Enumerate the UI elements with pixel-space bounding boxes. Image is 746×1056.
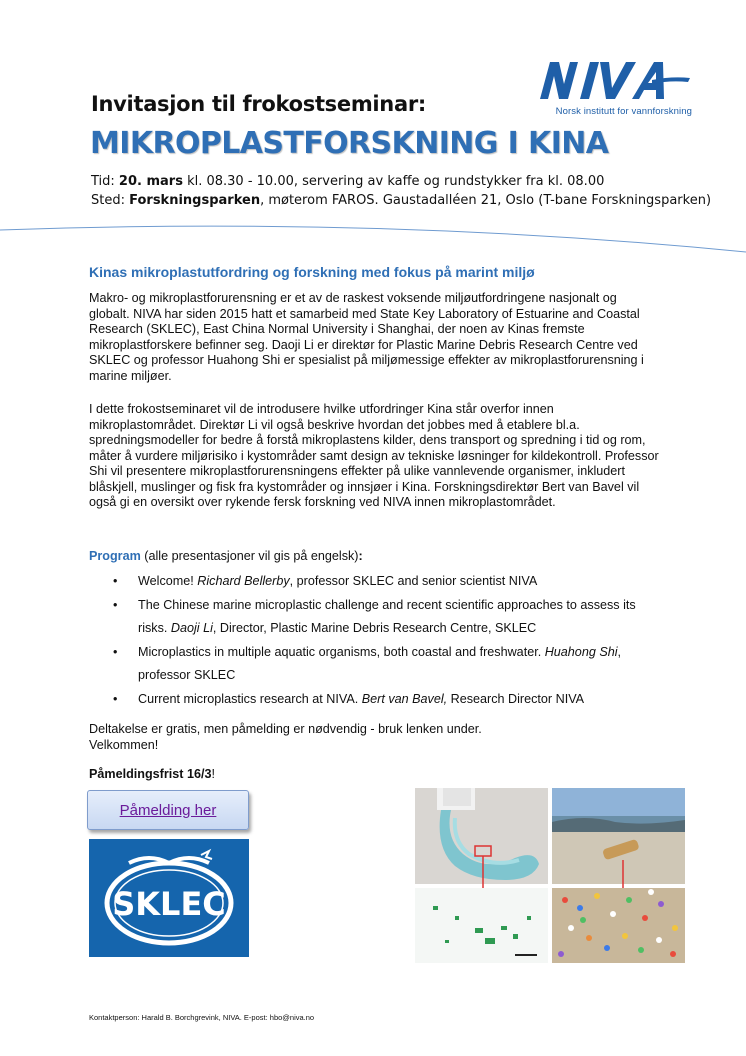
program-heading — [89, 549, 363, 563]
seminar-paragraph: I dette frokostseminaret vil de introdusere hvilke utfordringer Kina står overfor innen mikroplastområdet. Direktør Li vil også beskrive hvordan det jobbes med å etablere bl.a. spredningsmodeller for bedre å forstå mikroplastens kilder, dens transport og spredning i tid og rom, måter å vurdere miljørisiko i kystområder samt design av tekniske løsninger for kildekontroll. Professor Shi vil presentere mikroplastforurensningens effekter på ulike vannlevende organismer, inkludert blåskjell, muslinger og fisk fra kystområder og innsjøer i Kina. Forskningsdirektør Bert van Bavel vil også gi en oversikt over rykende fersk forskning ved NIVA innen mikroplastområdet. — [89, 402, 659, 509]
program-item-text: Current microplastics research at NIVA. — [138, 691, 362, 706]
intro-paragraph: Makro- og mikroplastforurensning er et av de raskest voksende miljøutfordringene nasjonalt og globalt. NIVA har siden 2015 hatt et samarbeid med State Key Laboratory of Estuarine and Coastal Research (SKLEC), East China Normal University i Shanghai, der noen av Kinas fremste mikroplastforskere befinner seg. Daoji Li er direktør for Plastic Marine Debris Research Centre ved SKLEC og professor Huahong Shi er spesialist på miljømessige effekter av mikroplastforurensning i marine miljøer. — [89, 291, 644, 383]
program-list — [105, 570, 665, 711]
invitation-subtitle: Invitasjon til frokostseminar: — [91, 92, 426, 116]
niva-logo-mark — [512, 54, 692, 104]
place-rest: , møterom FAROS. Gaustadalléen 21, Oslo (T-bane Forskningsparken) — [260, 193, 712, 208]
program-item-role: , professor SKLEC and senior scientist NIVA — [289, 574, 538, 588]
photo-collage-image — [415, 788, 685, 963]
deadline — [89, 767, 215, 781]
niva-tagline: Norsk institutt for vannforskning — [555, 106, 692, 117]
microplastic-photo-collage — [415, 788, 685, 963]
time-label: Tid: — [91, 174, 119, 189]
niva-logo — [512, 54, 692, 120]
program-item: • Welcome! Richard Bellerby, professor SKLEC and senior scientist NIVA — [113, 574, 538, 588]
closing-line-2: Velkommen! — [89, 738, 159, 752]
program-item-speaker: Huahong Shi — [544, 644, 618, 659]
program-colon: : — [358, 549, 363, 563]
decorative-curve — [0, 222, 746, 262]
time-line — [91, 174, 604, 189]
program-note: (alle presentasjoner vil gis på engelsk) — [140, 549, 359, 563]
program-item-role: , professor SKLEC — [138, 644, 622, 682]
place-label: Sted: — [91, 193, 130, 208]
program-item: • The Chinese marine microplastic challenge and recent scientific approaches to assess its risks. Daoji Li, Director, Plastic Marine Debris Research Centre, SKLEC — [113, 597, 636, 635]
program-item-text: The Chinese marine microplastic challenge and recent scientific approaches to assess its risks. — [138, 597, 636, 635]
contact-info: Kontaktperson: Harald B. Borchgrevink, NIVA. E-post: hbo@niva.no — [89, 1013, 315, 1022]
deadline-suffix: ! — [211, 767, 215, 781]
place-line — [91, 193, 711, 208]
program-item-text: Microplastics in multiple aquatic organisms, both coastal and freshwater. — [138, 644, 545, 659]
closing-text — [89, 721, 482, 753]
program-label: Program — [89, 549, 141, 563]
time-date: 20. mars — [118, 174, 183, 189]
sklec-logo-text: SKLEC — [112, 885, 226, 923]
place-name: Forskningsparken — [129, 193, 261, 208]
registration-button[interactable]: Påmelding her — [87, 790, 249, 830]
program-item: • Microplastics in multiple aquatic organisms, both coastal and freshwater. Huahong Shi, professor SKLEC — [113, 644, 622, 682]
deadline-text: Påmeldingsfrist 16/3 — [89, 767, 212, 781]
section-heading: Kinas mikroplastutfordring og forskning med fokus på marint miljø — [89, 264, 535, 280]
program-item-speaker: Richard Bellerby — [197, 574, 290, 588]
program-item-role: Research Director NIVA — [447, 691, 585, 706]
sklec-logo-mark — [89, 839, 249, 957]
program-item: • Current microplastics research at NIVA. Bert van Bavel, Research Director NIVA — [113, 691, 585, 706]
program-item-role: , Director, Plastic Marine Debris Research Centre, SKLEC — [212, 621, 537, 635]
time-rest: kl. 08.30 - 10.00, servering av kaffe og rundstykker fra kl. 08.00 — [182, 174, 605, 189]
program-item-text: Welcome! — [138, 574, 198, 588]
closing-line-1: Deltakelse er gratis, men påmelding er nødvendig - bruk lenken under. — [89, 722, 482, 736]
program-item-speaker: Bert van Bavel, — [361, 691, 448, 706]
sklec-logo — [89, 839, 249, 957]
page-title: MIKROPLASTFORSKNING I KINA — [90, 126, 609, 161]
program-item-speaker: Daoji Li — [170, 621, 213, 635]
